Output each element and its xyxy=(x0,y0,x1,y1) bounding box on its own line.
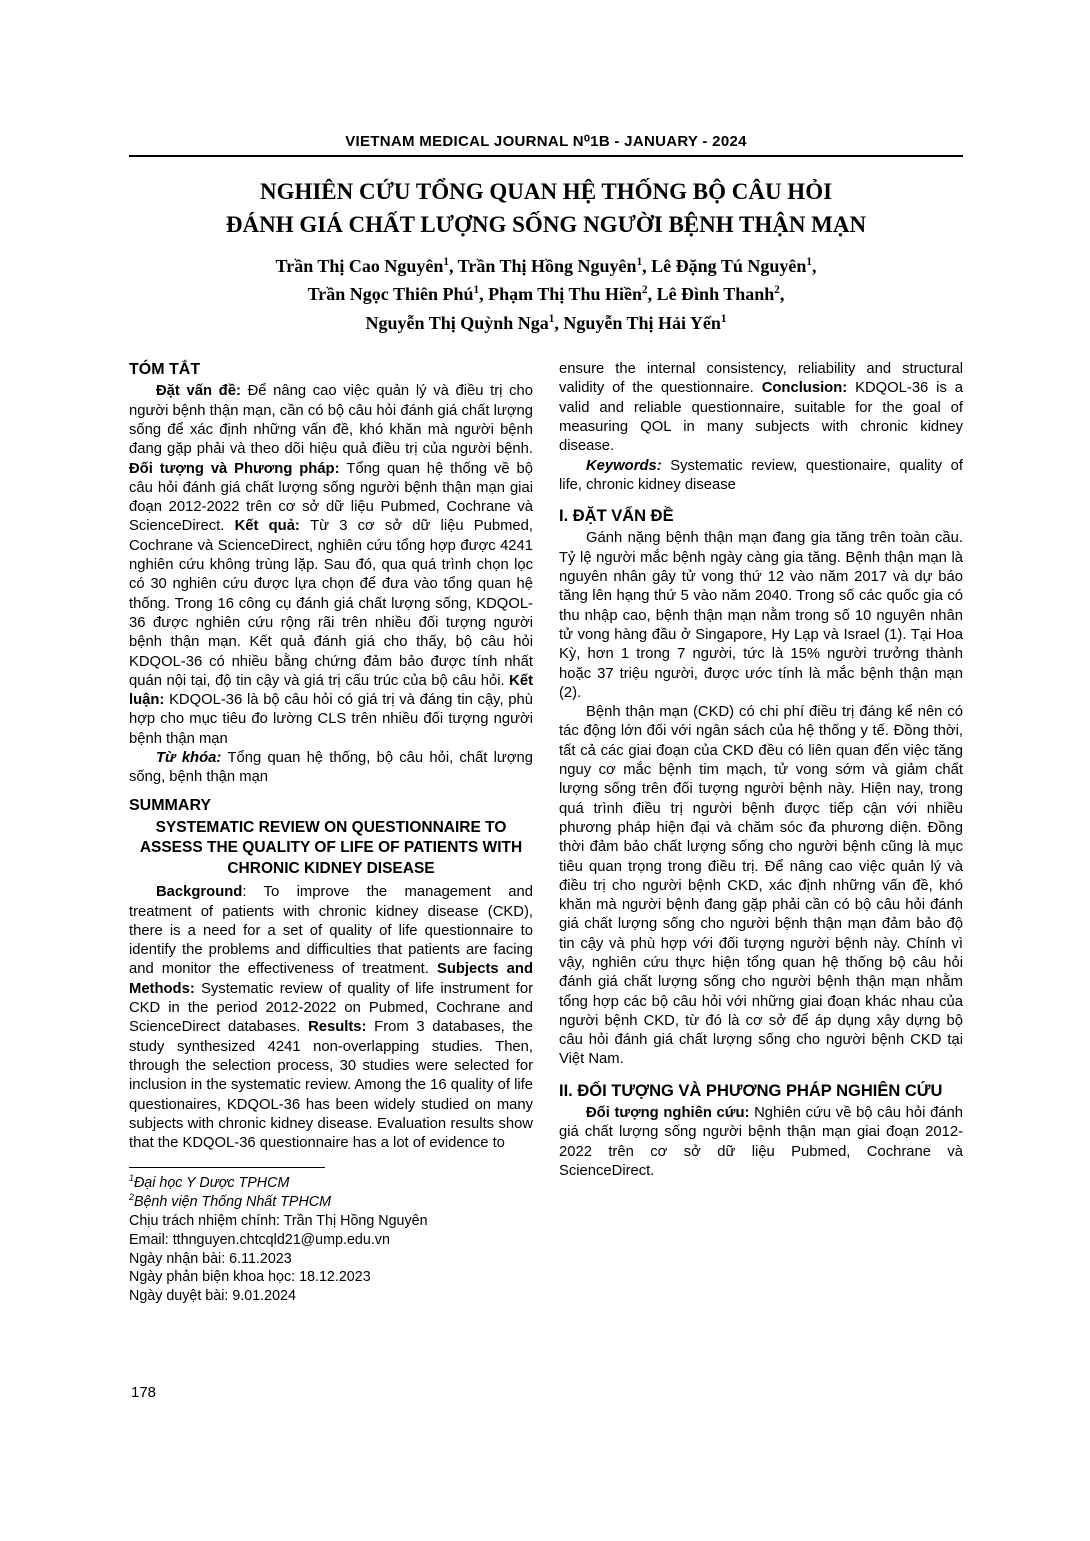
article-title-line-2: ĐÁNH GIÁ CHẤT LƯỢNG SỐNG NGƯỜI BỆNH THẬN MẠN xyxy=(225,212,867,238)
article-title xyxy=(129,175,963,242)
article-title-line-1: NGHIÊN CỨU TỔNG QUAN HỆ THỐNG BỘ CÂU HỎI xyxy=(259,179,833,204)
abstract-vi-body: Đặt vấn đề: Để nâng cao việc quản lý và điều trị cho người bệnh thận mạn, cần có bộ câu hỏi đánh giá chất lượng sống để xác định những vấn đề, khó khăn mà người bệnh đang gặp phải và theo dõi hiệu quả điều trị của người bệnh. Đối tượng và Phương pháp: Tổng quan hệ thống về bộ câu hỏi đánh giá chất lượng sống người bệnh thận mạn giai đoạn 2012-2022 trên cơ sở dữ liệu Pubmed, Cochrane và ScienceDirect. Kết quả: Từ 3 cơ sở dữ liệu Pubmed, Cochrane và ScienceDirect, nghiên cứu tổng hợp được 4241 nghiên cứu không trùng lặp. Sau đó, qua quá trình chọn lọc có 30 nghiên cứu được lựa chọn để đưa vào tổng quan hệ thống. Trong 16 công cụ đánh giá chất lượng sống, KDQOL-36 được nghiên cứu rộng rãi trên nhiều đối tượng người bệnh thận mạn. Kết quả đánh giá cho thấy, bộ câu hỏi KDQOL-36 có nhiều bằng chứng đảm bảo được tính nhất quán nội tại, độ tin cậy và giá trị cấu trúc của bộ câu hỏi. Kết luận: KDQOL-36 là bộ câu hỏi có giá trị và đáng tin cậy, phù hợp cho mục tiêu đo lường CLS trên nhiều đối tượng người bệnh thận mạn xyxy=(129,383,533,747)
english-title: SYSTEMATIC REVIEW ON QUESTIONNAIRE TO ASSESS THE QUALITY OF LIFE OF PATIENTS WITH CHRONIC KIDNEY DISEASE xyxy=(139,818,523,877)
author-line-3: Nguyễn Thị Quỳnh Nga$^1$, Nguyễn Thị Hải Yến$^1$ xyxy=(365,313,727,334)
article-body xyxy=(129,360,963,1306)
author-list xyxy=(129,252,963,338)
footnote-affiliation-1: $^1$Đại học Y Dược TPHCM xyxy=(129,1173,290,1192)
abstract-vi-keywords: Từ khóa: Tổng quan hệ thống, bộ câu hỏi, chất lượng sống, bệnh thận mạn xyxy=(129,750,533,786)
footnote-corresponding-author: Chịu trách nhiệm chính: Trần Thị Hồng Nguyên xyxy=(129,1213,428,1230)
abstract-en-keywords: Keywords: Systematic review, questionaire, quality of life, chronic kidney disease xyxy=(559,457,963,493)
abstract-en-body: Background: To improve the management and treatment of patients with chronic kidney disease (CKD), there is a need for a set of quality of life questionnaire to identify the problems and difficulties that patients are facing and monitor the effectiveness of treatment. Subjects and Methods: Systematic review of quality of life instrument for CKD in the period 2012-2022 on Pubmed, Cochrane and ScienceDirect databases. Results: From 3 databases, the study synthesized 4241 non-overlapping studies. Then, through the selection process, 30 studies were selected for inclusion in the systematic review. Among the 16 quality of life questionaires, KDQOL-36 has been widely studied on many subjects with chronic kidney disease. Evaluation results show that the KDQOL-36 questionnaire has a lot of evidence to xyxy=(129,884,533,1152)
footnote-reviewed-date: Ngày phản biện khoa học: 18.12.2023 xyxy=(129,1269,371,1286)
methods-paragraph: Đối tượng nghiên cứu: Nghiên cứu về bộ câu hỏi đánh giá chất lượng sống người bệnh thận mạn giai đoạn 2012-2022 trên cơ sở dữ liệu Pubmed, Cochrane và ScienceDirect. xyxy=(559,1105,963,1179)
right-column xyxy=(559,360,963,1306)
summary-heading: SUMMARY xyxy=(129,796,212,814)
footnote-block xyxy=(129,1167,533,1306)
journal-header xyxy=(129,132,963,157)
page-number: 178 xyxy=(131,1384,157,1401)
section-2-heading: II. ĐỐI TƯỢNG VÀ PHƯƠNG PHÁP NGHIÊN CỨU xyxy=(559,1081,943,1100)
footnote-email: Email: tthnguyen.chtcqld21@ump.edu.vn xyxy=(129,1231,390,1248)
intro-paragraph-2: Bệnh thận mạn (CKD) có chi phí điều trị đáng kể nên có tác động lớn đối với ngân sách của hệ thống y tế. Đồng thời, tất cả các giai đoạn của CKD đều có liên quan đến việc tăng nguy cơ mắc bệnh tim mạch, tử vong sớm và giảm chất lượng sống trên đối tượng người bệnh này. Hiện nay, trong quá trình điều trị người bệnh được tiếp cận với nhiều phương pháp hiện đại và chăm sóc đa phương diện. Đồng thời đảm bảo chất lượng sống cho người bệnh cũng là mục tiêu quan trọng trong điều trị. Để nâng cao việc quản lý và điều trị cho người bệnh CKD, xác định những vấn đề, khó khăn mà người bệnh đang gặp phải cần có bộ câu hỏi đánh giá chất lượng sống cho người bệnh thận mạn đảm bảo độ tin cậy và phù hợp với đối tượng người bệnh này. Chính vì vậy, nghiên cứu thực hiện tổng quan hệ thống bộ câu hỏi đánh giá chất lượng sống cho người bệnh thận mạn nhằm tổng hợp các bộ câu hỏi với những giai đoạn khác nhau của người bệnh CKD, từ đó là cơ sở để áp dụng xây dựng bộ câu hỏi đánh giá chất lượng sống cho người bệnh CKD tại Việt Nam. xyxy=(559,704,963,1068)
abstract-en-continued: ensure the internal consistency, reliability and structural validity of the questionnaire. Conclusion: KDQOL-36 is a valid and reliable questionnaire, suitable for the goal of measuring QOL in many subjects with chronic kidney disease. xyxy=(559,361,963,455)
left-column xyxy=(129,360,533,1306)
section-1-heading: I. ĐẶT VẤN ĐỀ xyxy=(559,507,674,526)
intro-paragraph-1: Gánh nặng bệnh thận mạn đang gia tăng trên toàn cầu. Tỷ lệ người mắc bệnh ngày càng gia tăng. Bệnh thận mạn là nguyên nhân gây tử vong thứ 12 vào năm 2017 và dự báo tăng lên hạng thứ 5 vào năm 2040. Trong số các quốc gia có thu nhập cao, bệnh thận mạn nằm trong số 10 nguyên nhân tử vong hàng đầu ở Singapore, Hy Lạp và Israel (1). Tại Hoa Kỳ, hơn 1 trong 7 người, tức là 15% người trưởng thành hoặc 37 triệu người, được ước tính là mắc bệnh thận mạn (2). xyxy=(559,530,963,701)
footnote-accepted-date: Ngày duyệt bài: 9.01.2024 xyxy=(129,1288,296,1305)
footnote-affiliation-2: $^2$Bệnh viện Thống Nhất TPHCM xyxy=(129,1192,332,1211)
author-line-2: Trần Ngọc Thiên Phú$^1$, Phạm Thị Thu Hiền$^2$, Lê Đình Thanh$^2$, xyxy=(307,284,785,305)
journal-title: VIETNAM MEDICAL JOURNAL N⁰1B - JANUARY - 2024 xyxy=(345,133,747,150)
abstract-vi-heading: TÓM TẮT xyxy=(129,361,201,379)
footnote-received-date: Ngày nhận bài: 6.11.2023 xyxy=(129,1250,292,1267)
author-line-1: Trần Thị Cao Nguyên$^1$, Trần Thị Hồng Nguyên$^1$, Lê Đặng Tú Nguyên$^1$, xyxy=(275,255,817,276)
footnote-divider xyxy=(129,1167,325,1168)
